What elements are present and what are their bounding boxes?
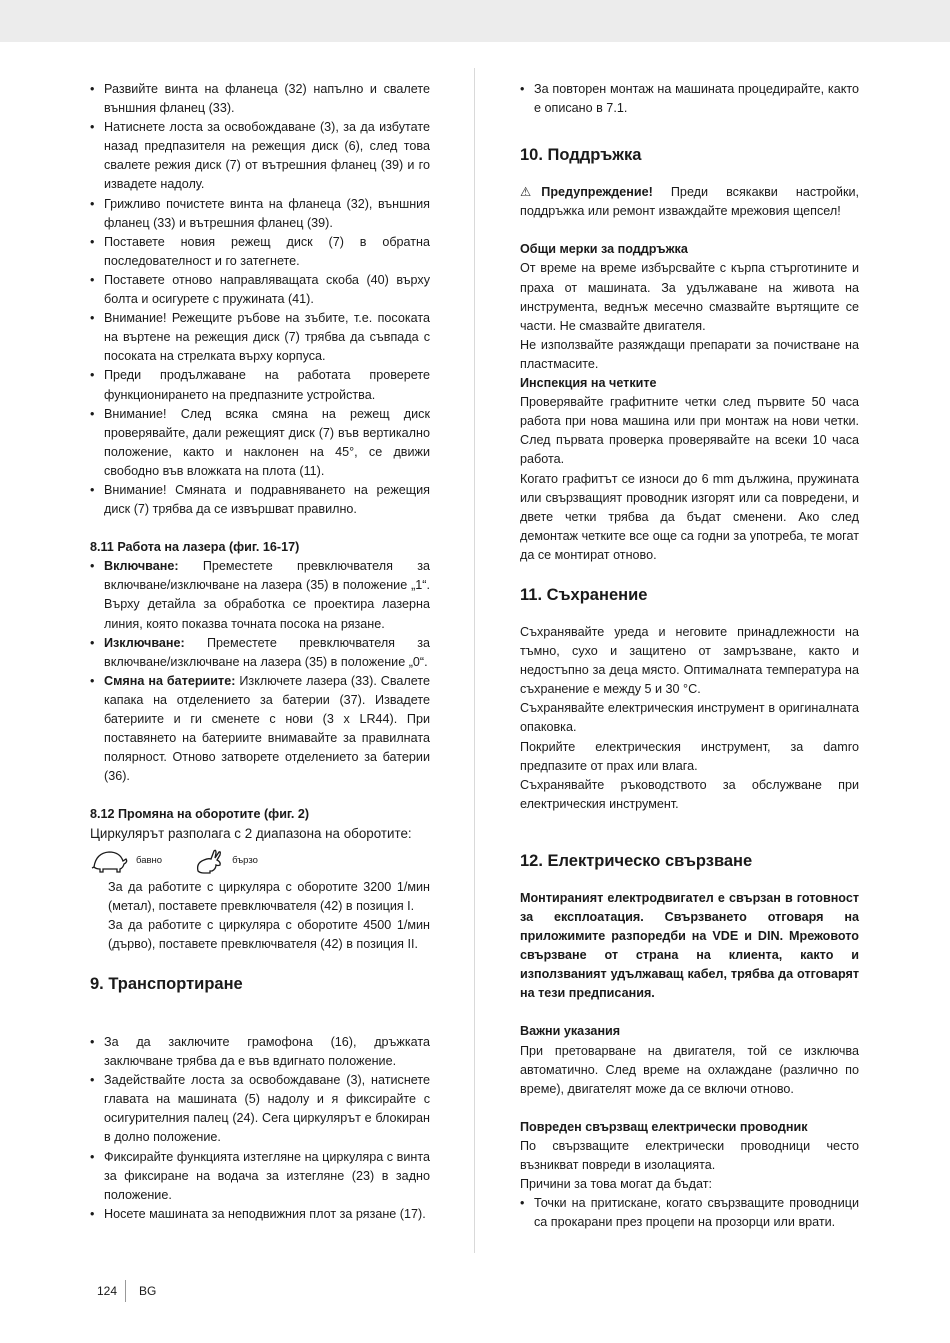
speed-paragraph-2: За да работите с циркуляра с оборотите 4500 1/мин (дърво), поставете превключвателя (42) в позиция II. — [108, 917, 430, 951]
list-item: • Внимание! След всяка смяна на режещ диск проверявайте, дали режещият диск (7) във вертикално положение, както и наклонен на 45°, се движи свободно във вложката на плота (11). — [90, 405, 430, 481]
speed-intro: Циркулярът разполага с 2 диапазона на оборотите: — [90, 826, 412, 842]
laser-heading: 8.11 Работа на лазера (фиг. 16-17) — [90, 540, 300, 555]
list-item: • Натиснете лоста за освобождаване (3), за да избутате назад предпазителя на режещия диск (6), след това свалете режия диск (7) от вътрешния фланец (39) и го извадете надолу. — [90, 118, 430, 194]
warning-label: Предупреждение! — [541, 185, 653, 200]
speed-paragraph-1: За да работите с циркуляра с оборотите 3200 1/мин (метал), поставете превключвателя (42) в позиция I. — [108, 879, 430, 913]
storage-paragraph-4: Съхранявайте ръководството за обслужване при електрическия инструмент. — [520, 777, 859, 811]
list-item: • Поставете отново направляващата скоба (40) върху болта и осигурете с пружината (41). — [90, 271, 430, 309]
damaged-list — [520, 1194, 859, 1232]
right-column — [520, 80, 859, 1232]
warning-paragraph — [520, 183, 859, 221]
blade-change-list — [90, 80, 430, 519]
laser-list — [90, 557, 430, 786]
important-heading: Важни указания — [520, 1024, 621, 1039]
storage-paragraph-2: Съхранявайте електрическия инструмент в оригиналната опаковка. — [520, 701, 859, 735]
damaged-paragraph-2: Причини за това могат да бъдат: — [520, 1177, 712, 1192]
item-label: Изключване: — [104, 635, 185, 650]
item-text: Преместете превключвателя за включване/изключване на лазера (35) в положение „1“. Върху детайла за обработка се проектира лазерна линия, която показва точната посока на рязане. — [104, 559, 430, 631]
brush-heading: Инспекция на четките — [520, 376, 657, 391]
item-text: Изключете лазера (33). Свалете капака на отделението за батерии (37). Извадете батериите и ги сменете с нови (3 x LR44). При поставянето на батериите внимавайте за правилната полярност. Отново затворете отделението за батерии (36). — [104, 673, 430, 784]
list-item: • За повторен монтаж на машината процедирайте, както е описано в 7.1. — [520, 80, 859, 118]
left-column — [90, 80, 430, 1224]
brush-paragraph-1: Проверявайте графитните четки след първите 50 часа работа при нова машина или при монтаж на нови четки. След първата проверка проверявайте на всеки 10 часа работа. — [520, 395, 859, 467]
important-paragraph: При претоварване на двигателя, той се изключва автоматично. След време на охлаждане (различно по време), двигателят може да се включи отново. — [520, 1043, 859, 1096]
list-item: • Грижливо почистете винта на фланеца (32), външния фланец (33) и вътрешния фланец (39). — [90, 195, 430, 233]
footer-separator — [125, 1280, 126, 1302]
page-language: BG — [139, 1284, 157, 1298]
list-item — [90, 672, 430, 787]
warning-icon: ⚠ — [520, 185, 532, 200]
general-maintenance-heading: Общи мерки за поддръжка — [520, 242, 688, 257]
speed-icons — [90, 844, 430, 878]
list-item — [90, 634, 430, 672]
list-item: • Поставете новия режещ диск (7) в обратна последователност и го затегнете. — [90, 233, 430, 271]
item-text: Преместете превключвателя за включване/изключване на лазера (35) в положение „0“. — [104, 635, 430, 669]
list-item: • Преди продължаване на работата проверете функционирането на предпазните устройства. — [90, 366, 430, 404]
maintenance-heading: 10. Поддръжка — [520, 146, 642, 165]
storage-paragraph-1: Съхранявайте уреда и неговите принадлежности на тъмно, сухо и защитено от замръзване, както и недостъпно за деца място. Оптималната температура на съхранение е между 5 и 30 °C. — [520, 624, 859, 697]
list-item: • Носете машината за неподвижния плот за рязане (17). — [90, 1205, 430, 1224]
speed-slow-label: бавно — [136, 855, 163, 867]
top-bar — [0, 0, 950, 42]
electrical-heading: 12. Електрическо свързване — [520, 851, 753, 870]
storage-paragraph-3: Покрийте електрическия инструмент, за damro предпазите от прах или влага. — [520, 739, 859, 773]
list-item: • Внимание! Смяната и подравняването на режещия диск (7) трябва да се извършват правилно. — [90, 481, 430, 519]
general-paragraph-1: От време на време избърсвайте с кърпа стърготините и праха от машината. За удължаване на живота на инструмента, веднъж месечно смазвайте въртящите се части. Не смазвайте двигателя. — [520, 261, 859, 333]
page-number: 124 — [97, 1284, 118, 1298]
general-paragraph-2: Не използвайте разяждащи препарати за почистване на пластмасите. — [520, 337, 859, 371]
transport-list — [90, 1033, 430, 1224]
transport-heading: 9. Транспортиране — [90, 974, 243, 993]
item-label: Включване: — [104, 559, 179, 574]
item-label: Смяна на батериите: — [104, 673, 236, 688]
column-divider — [474, 68, 475, 1253]
list-item — [90, 557, 430, 633]
storage-heading: 11. Съхранение — [520, 585, 648, 604]
damaged-cable-heading: Повреден свързващ електрически проводник — [520, 1119, 808, 1134]
list-item: • Фиксирайте функцията изтегляне на циркуляра с винта за фиксиране на водача за изтегляне (23) в задно положение. — [90, 1148, 430, 1205]
list-item: • Развийте винта на фланеца (32) напълно и свалете външния фланец (33). — [90, 80, 430, 118]
damaged-paragraph-1: По свързващите електрически проводници често възникват повреди в изолацията. — [520, 1138, 859, 1173]
speed-heading: 8.12 Промяна на оборотите (фиг. 2) — [90, 807, 310, 822]
list-item: • Задействайте лоста за освобождаване (3), натиснете главата на машината (5) надолу и я фиксирайте с осигурителния палец (24). Сега циркулярът е блокиран в долно положение. — [90, 1071, 430, 1147]
speed-fast-label: бързо — [232, 855, 258, 867]
reassembly-list — [520, 80, 859, 118]
rabbit-icon — [194, 847, 224, 875]
list-item: • Внимание! Режещите ръбове на зъбите, т.е. посоката на въртене на режещия диск (7) трябва да съвпада с посоката на стрелката върху корпуса. — [90, 309, 430, 366]
turtle-icon — [90, 847, 128, 875]
brush-paragraph-2: Когато графитът се износи до 6 mm дължина, пружината или свързващият проводник изгорят или са повредени, и двете четки трябва да бъдат сменени. Ако след демонтаж четките все още са годни за употреба, те могат да се монтират отново. — [520, 471, 859, 562]
warning-text: Преди всякакви настройки, поддръжка или ремонт изваждайте мрежовия щепсел! — [520, 185, 859, 219]
electrical-bold-paragraph: Монтираният електродвигател е свързан в готовност за експлоатация. Свързването отговаря на приложимите разпоредби на VDE и DIN. Мрежовото свързване от страна на клиента, както и използваният удължаващ кабел, трябва да отговарят на тези предписания. — [520, 890, 859, 1001]
list-item: • Точки на притискане, когато свързващите проводници са прокарани през процепи на прозорци или врати. — [520, 1194, 859, 1232]
list-item: • За да заключите грамофона (16), дръжката заключване трябва да е във вдигнато положение. — [90, 1033, 430, 1071]
